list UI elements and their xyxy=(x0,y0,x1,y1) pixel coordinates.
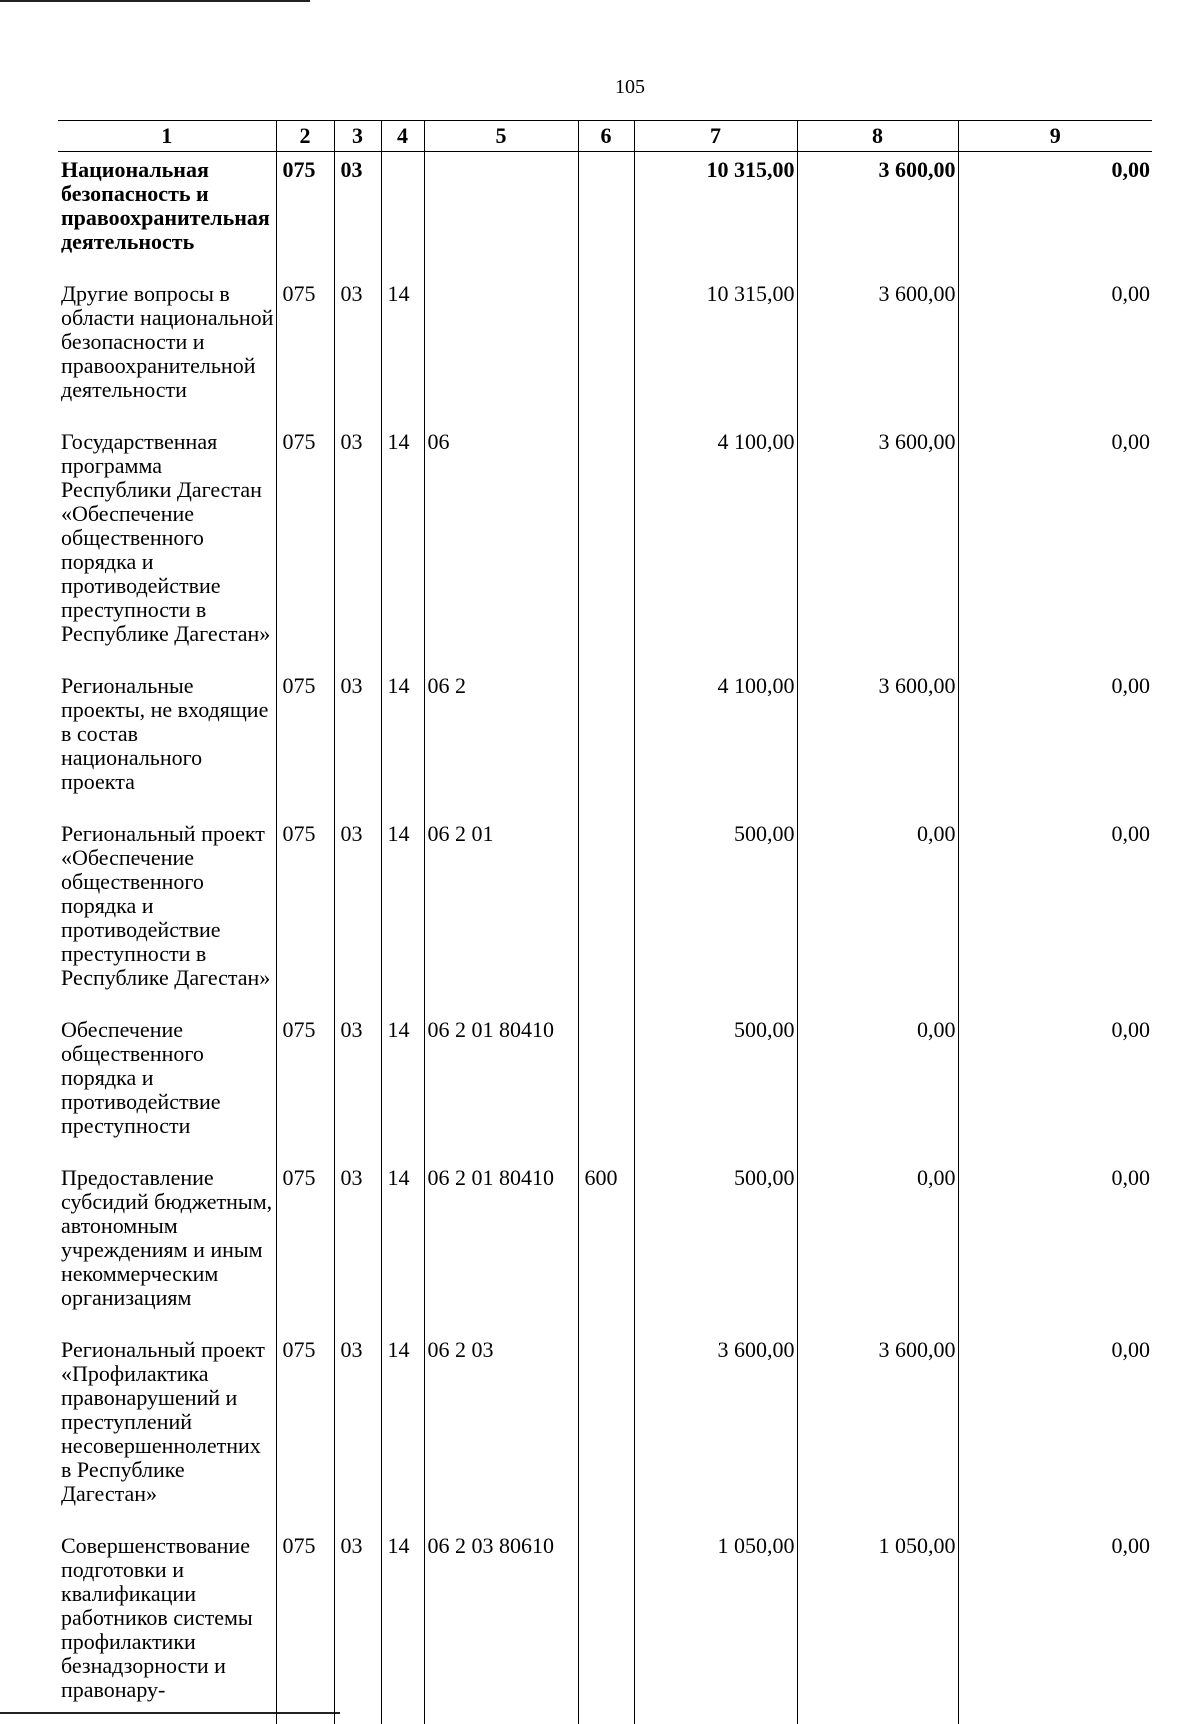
code-cell xyxy=(578,1324,634,1520)
code-cell: 14 xyxy=(381,416,424,660)
amount-cell: 0,00 xyxy=(958,1520,1152,1724)
column-header: 8 xyxy=(797,121,958,152)
code-cell: 14 xyxy=(381,660,424,808)
budget-table xyxy=(58,120,1152,1724)
code-cell xyxy=(578,660,634,808)
code-cell: 075 xyxy=(276,416,334,660)
column-header: 9 xyxy=(958,121,1152,152)
scan-edge-top xyxy=(0,0,310,2)
table-header-row xyxy=(58,121,1152,152)
code-cell: 06 xyxy=(424,416,578,660)
amount-cell: 0,00 xyxy=(958,1152,1152,1324)
page-number: 105 xyxy=(0,76,1200,99)
column-header: 6 xyxy=(578,121,634,152)
column-header: 5 xyxy=(424,121,578,152)
table-row xyxy=(58,1004,1152,1152)
amount-cell: 0,00 xyxy=(797,808,958,1004)
amount-cell: 3 600,00 xyxy=(797,416,958,660)
code-cell: 03 xyxy=(334,1520,381,1724)
table-row xyxy=(58,1324,1152,1520)
row-name-cell: Региональный проект «Обеспечение общественного порядка и противодействие преступности в Республике Дагестан» xyxy=(58,808,276,1004)
code-cell xyxy=(578,808,634,1004)
table-row xyxy=(58,268,1152,416)
code-cell: 14 xyxy=(381,1520,424,1724)
code-cell xyxy=(578,152,634,269)
table-row xyxy=(58,152,1152,269)
code-cell: 075 xyxy=(276,1324,334,1520)
amount-cell: 500,00 xyxy=(634,1004,797,1152)
code-cell: 06 2 01 80410 xyxy=(424,1004,578,1152)
code-cell xyxy=(578,416,634,660)
code-cell xyxy=(424,152,578,269)
code-cell: 075 xyxy=(276,1004,334,1152)
table-row xyxy=(58,1152,1152,1324)
table-body xyxy=(58,152,1152,1724)
code-cell: 06 2 01 xyxy=(424,808,578,1004)
code-cell: 075 xyxy=(276,152,334,269)
row-name-cell: Государственная программа Республики Дагестан «Обеспечение общественного порядка и противодействие преступности в Республике Дагестан» xyxy=(58,416,276,660)
amount-cell: 3 600,00 xyxy=(797,1324,958,1520)
amount-cell: 0,00 xyxy=(958,1004,1152,1152)
code-cell: 14 xyxy=(381,1004,424,1152)
amount-cell: 0,00 xyxy=(958,660,1152,808)
row-name-cell: Другие вопросы в области национальной безопасности и правоохранительной деятельности xyxy=(58,268,276,416)
amount-cell: 0,00 xyxy=(958,268,1152,416)
code-cell: 075 xyxy=(276,808,334,1004)
table-row xyxy=(58,1520,1152,1724)
amount-cell: 500,00 xyxy=(634,808,797,1004)
amount-cell: 3 600,00 xyxy=(797,268,958,416)
amount-cell: 1 050,00 xyxy=(634,1520,797,1724)
row-name-cell: Предоставление субсидий бюджетным, автономным учреждениям и иным некоммерческим организациям xyxy=(58,1152,276,1324)
code-cell xyxy=(578,1004,634,1152)
amount-cell: 3 600,00 xyxy=(634,1324,797,1520)
amount-cell: 10 315,00 xyxy=(634,152,797,269)
code-cell: 14 xyxy=(381,268,424,416)
amount-cell: 3 600,00 xyxy=(797,152,958,269)
column-header: 7 xyxy=(634,121,797,152)
code-cell: 14 xyxy=(381,1152,424,1324)
column-header: 4 xyxy=(381,121,424,152)
code-cell xyxy=(578,268,634,416)
amount-cell: 0,00 xyxy=(797,1004,958,1152)
code-cell: 075 xyxy=(276,660,334,808)
code-cell: 14 xyxy=(381,808,424,1004)
code-cell xyxy=(381,152,424,269)
amount-cell: 1 050,00 xyxy=(797,1520,958,1724)
code-cell: 03 xyxy=(334,152,381,269)
code-cell: 03 xyxy=(334,1152,381,1324)
amount-cell: 4 100,00 xyxy=(634,416,797,660)
code-cell xyxy=(578,1520,634,1724)
row-name-cell: Национальная безопасность и правоохранительная деятельность xyxy=(58,152,276,269)
row-name-cell: Региональный проект «Профилактика правонарушений и преступлений несовершеннолетних в Республике Дагестан» xyxy=(58,1324,276,1520)
code-cell: 06 2 xyxy=(424,660,578,808)
code-cell: 03 xyxy=(334,416,381,660)
amount-cell: 10 315,00 xyxy=(634,268,797,416)
code-cell: 03 xyxy=(334,808,381,1004)
amount-cell: 0,00 xyxy=(958,152,1152,269)
code-cell: 075 xyxy=(276,1520,334,1724)
row-name-cell: Совершенствование подготовки и квалификации работников системы профилактики безнадзорности и правонару- xyxy=(58,1520,276,1724)
code-cell: 06 2 03 80610 xyxy=(424,1520,578,1724)
code-cell: 03 xyxy=(334,1324,381,1520)
code-cell: 06 2 01 80410 xyxy=(424,1152,578,1324)
code-cell: 600 xyxy=(578,1152,634,1324)
amount-cell: 0,00 xyxy=(797,1152,958,1324)
code-cell: 03 xyxy=(334,268,381,416)
code-cell: 14 xyxy=(381,1324,424,1520)
code-cell: 075 xyxy=(276,1152,334,1324)
code-cell xyxy=(424,268,578,416)
column-header: 3 xyxy=(334,121,381,152)
amount-cell: 0,00 xyxy=(958,808,1152,1004)
amount-cell: 3 600,00 xyxy=(797,660,958,808)
column-header: 2 xyxy=(276,121,334,152)
table-row xyxy=(58,660,1152,808)
code-cell: 06 2 03 xyxy=(424,1324,578,1520)
column-header: 1 xyxy=(58,121,276,152)
code-cell: 075 xyxy=(276,268,334,416)
row-name-cell: Обеспечение общественного порядка и противодействие преступности xyxy=(58,1004,276,1152)
code-cell: 03 xyxy=(334,660,381,808)
amount-cell: 500,00 xyxy=(634,1152,797,1324)
code-cell: 03 xyxy=(334,1004,381,1152)
amount-cell: 4 100,00 xyxy=(634,660,797,808)
table-row xyxy=(58,808,1152,1004)
row-name-cell: Региональные проекты, не входящие в состав национального проекта xyxy=(58,660,276,808)
amount-cell: 0,00 xyxy=(958,1324,1152,1520)
table-row xyxy=(58,416,1152,660)
amount-cell: 0,00 xyxy=(958,416,1152,660)
